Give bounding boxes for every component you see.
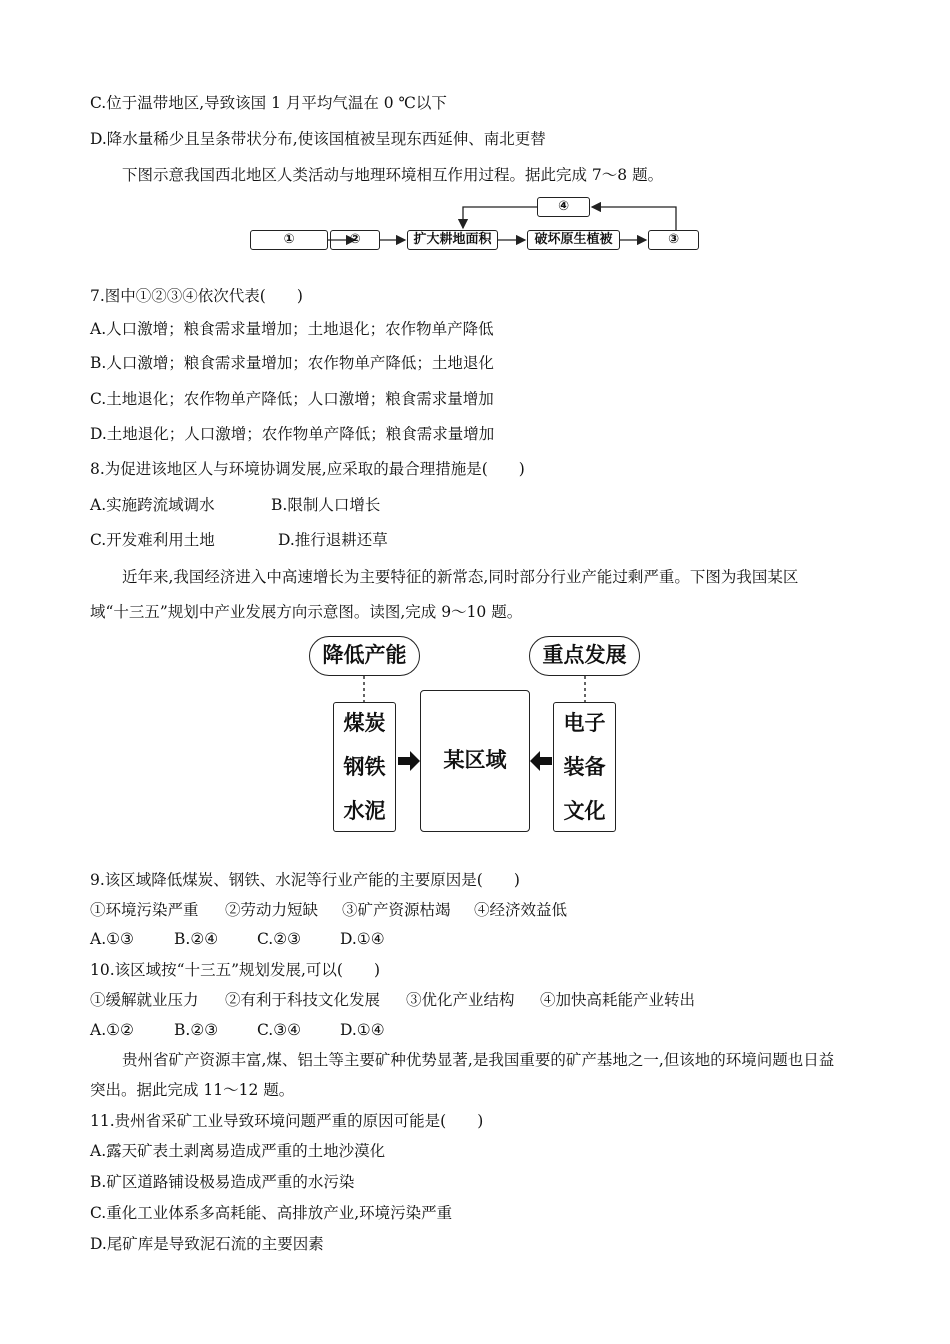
flow-node-destroy-vegetation: 破坏原生植被 bbox=[527, 230, 620, 250]
q10-option-d: D.①④ bbox=[340, 1021, 385, 1039]
q7-option-a: A.人口激增；粮食需求量增加；土地退化；农作物单产降低 bbox=[90, 320, 494, 338]
industry-culture: 文化 bbox=[563, 799, 606, 823]
q7-option-d: D.土地退化；人口激增；农作物单产降低；粮食需求量增加 bbox=[90, 425, 495, 443]
flow-node-expand-farmland: 扩大耕地面积 bbox=[407, 230, 498, 250]
q9-option-a: A.①③ bbox=[90, 930, 134, 948]
flow-node-2: ② bbox=[330, 230, 380, 250]
intro-paragraph-9-10-line-1: 近年来,我国经济进入中高速增长为主要特征的新常态,同时部分行业产能过剩严重。下图为我国某区 bbox=[122, 568, 799, 586]
intro-paragraph-11-12-line-1: 贵州省矿产资源丰富,煤、铝土等主要矿种优势显著,是我国重要的矿产基地之一,但该地的环境问题也日益 bbox=[122, 1051, 835, 1069]
q9-statement-4: ④经济效益低 bbox=[474, 901, 568, 919]
q9-statement-3: ③矿产资源枯竭 bbox=[342, 901, 451, 919]
q9-option-d: D.①④ bbox=[340, 930, 385, 948]
intro-paragraph-7-8: 下图示意我国西北地区人类活动与地理环境相互作用过程。据此完成 7～8 题。 bbox=[122, 166, 664, 184]
flow-node-4: ④ bbox=[537, 197, 590, 217]
question-7: 7.图中①②③④依次代表( ) bbox=[90, 287, 303, 305]
q10-statement-3: ③优化产业结构 bbox=[406, 991, 515, 1009]
intro-paragraph-9-10-line-2: 域“十三五”规划中产业发展方向示意图。读图,完成 9～10 题。 bbox=[90, 603, 523, 621]
question-10: 10.该区域按“十三五”规划发展,可以( ) bbox=[90, 961, 381, 979]
q9-statement-1: ①环境污染严重 bbox=[90, 901, 199, 919]
q8-option-b: B.限制人口增长 bbox=[271, 496, 381, 514]
industry-equipment: 装备 bbox=[563, 755, 606, 779]
q11-option-c: C.重化工业体系多高耗能、高排放产业,环境污染严重 bbox=[90, 1204, 453, 1222]
q10-option-c: C.③④ bbox=[257, 1021, 302, 1039]
reduce-capacity-label: 降低产能 bbox=[309, 636, 420, 676]
q10-statement-2: ②有利于科技文化发展 bbox=[225, 991, 381, 1009]
q11-option-b: B.矿区道路铺设极易造成严重的水污染 bbox=[90, 1173, 355, 1191]
q8-option-d: D.推行退耕还草 bbox=[278, 531, 388, 549]
option-c-previous: C.位于温带地区,导致该国 1 月平均气温在 0 ℃以下 bbox=[90, 94, 447, 112]
question-9: 9.该区域降低煤炭、钢铁、水泥等行业产能的主要原因是( ) bbox=[90, 871, 520, 889]
developed-industries-box bbox=[553, 702, 616, 832]
flow-node-3: ③ bbox=[648, 230, 699, 250]
q9-statement-2: ②劳动力短缺 bbox=[225, 901, 319, 919]
q8-option-c: C.开发难利用土地 bbox=[90, 531, 215, 549]
industry-coal: 煤炭 bbox=[343, 711, 386, 735]
region-box: 某区域 bbox=[420, 690, 530, 832]
q10-option-b: B.②③ bbox=[174, 1021, 219, 1039]
industry-steel: 钢铁 bbox=[343, 755, 386, 779]
question-11: 11.贵州省采矿工业导致环境问题严重的原因可能是( ) bbox=[90, 1112, 484, 1130]
q11-option-d: D.尾矿库是导致泥石流的主要因素 bbox=[90, 1235, 324, 1253]
question-8: 8.为促进该地区人与环境协调发展,应采取的最合理措施是( ) bbox=[90, 460, 525, 478]
q11-option-a: A.露天矿表土剥离易造成严重的土地沙漠化 bbox=[90, 1142, 386, 1160]
q10-statement-4: ④加快高耗能产业转出 bbox=[540, 991, 696, 1009]
q8-option-a: A.实施跨流域调水 bbox=[90, 496, 215, 514]
industry-electronics: 电子 bbox=[563, 711, 606, 735]
q7-option-b: B.人口激增；粮食需求量增加；农作物单产降低；土地退化 bbox=[90, 354, 494, 372]
q10-option-a: A.①② bbox=[90, 1021, 134, 1039]
q10-statement-1: ①缓解就业压力 bbox=[90, 991, 199, 1009]
reduced-industries-box bbox=[333, 702, 396, 832]
key-development-label: 重点发展 bbox=[529, 636, 640, 676]
flow-node-1: ① bbox=[250, 230, 328, 250]
option-d-previous: D.降水量稀少且呈条带状分布,使该国植被呈现东西延伸、南北更替 bbox=[90, 130, 546, 148]
q9-option-b: B.②④ bbox=[174, 930, 219, 948]
intro-paragraph-11-12-line-2: 突出。据此完成 11～12 题。 bbox=[90, 1081, 295, 1099]
q9-option-c: C.②③ bbox=[257, 930, 302, 948]
industry-cement: 水泥 bbox=[343, 799, 386, 823]
q7-option-c: C.土地退化；农作物单产降低；人口激增；粮食需求量增加 bbox=[90, 390, 494, 408]
